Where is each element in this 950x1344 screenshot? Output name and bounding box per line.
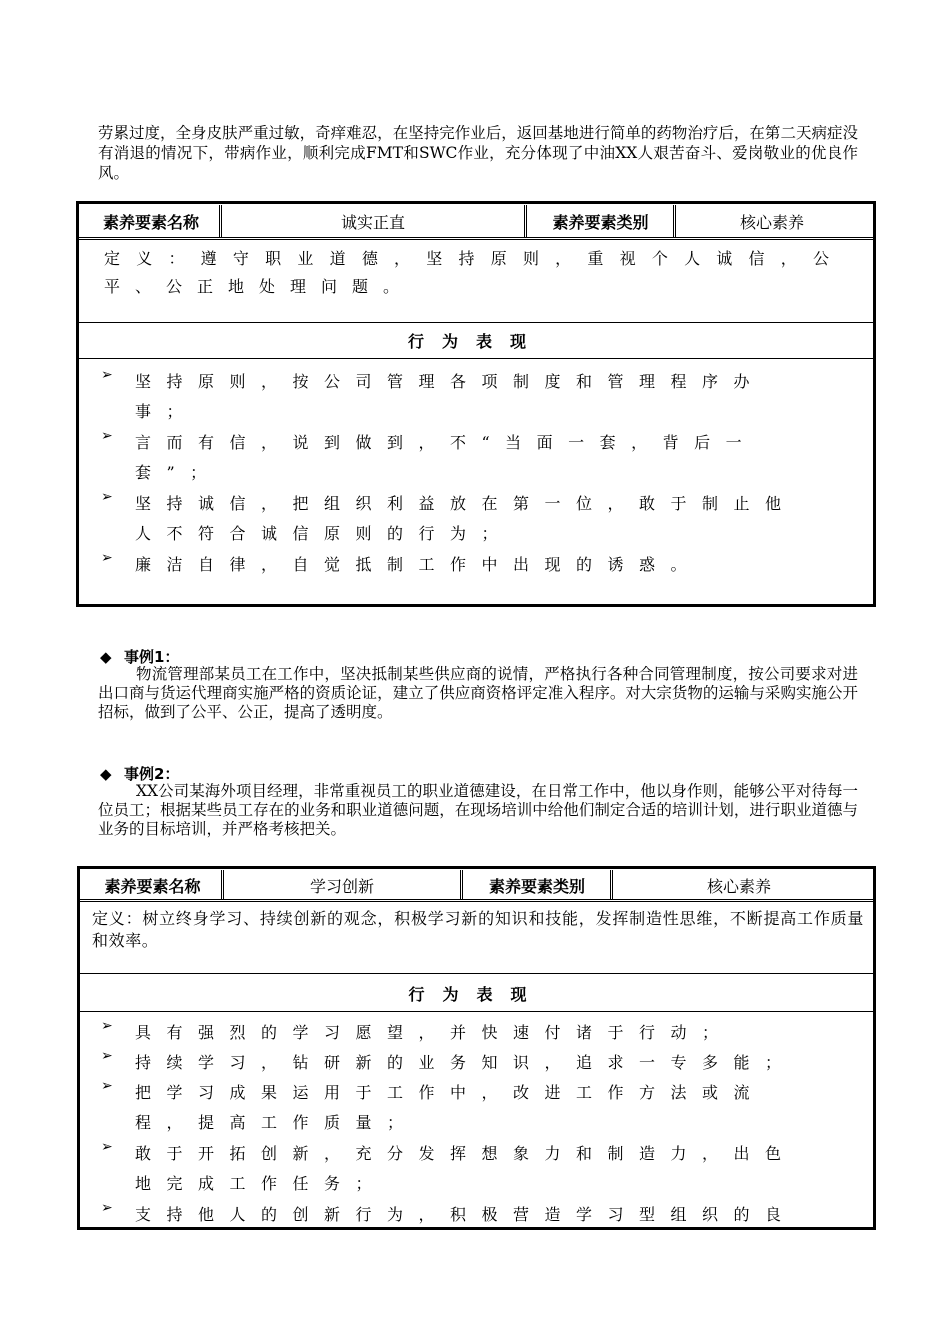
case-1-title: ◆ 事例1： xyxy=(100,648,180,666)
intro-paragraph: 劳累过度，全身皮肤严重过敏，奇痒难忍，在坚持完作业后，返回基地进行简单的药物治疗后，在第二天病症没有消退的情况下，带病作业，顺利完成FMT和SWC作业，充分体现了中油XX人艰苦奋斗、爱岗敬业的优良作风。 xyxy=(98,124,858,182)
element-type-value: 核心素养 xyxy=(739,212,804,232)
bullet-arrow-icon: ➢ xyxy=(101,428,113,444)
element-type-label: 素养要素类别 xyxy=(552,212,649,232)
definition-text: 定义：遵守职业道德，坚持原则，重视个人诚信，公平、公正地处理问题。 xyxy=(104,249,844,296)
bullet-arrow-icon: ➢ xyxy=(101,1048,113,1064)
bullet-arrow-icon: ➢ xyxy=(101,1018,113,1034)
element-name-label: 素养要素名称 xyxy=(102,212,199,232)
bullet-arrow-icon: ➢ xyxy=(101,1200,113,1216)
bullet-arrow-icon: ➢ xyxy=(101,1139,113,1155)
diamond-bullet-icon: ◆ xyxy=(100,765,112,783)
element-type-label: 素养要素类别 xyxy=(488,876,585,896)
case-2-body: XX公司某海外项目经理，非常重视员工的职业道德建设，在日常工作中，他以身作则，能够公平对待每一位员工；根据某些员工存在的业务和职业道德问题，在现场培训中给他们制定合适的培训计划，进行职业道德与业务的目标培训，并严格考核把关。 xyxy=(98,782,858,838)
bullet-arrow-icon: ➢ xyxy=(101,489,113,505)
case-1-body: 物流管理部某员工在工作中，坚决抵制某些供应商的说情，严格执行各种合同管理制度，按公司要求对进出口商与货运代理商实施严格的资质论证，建立了供应商资格评定准入程序。对大宗货物的运输与采购实施公开招标，做到了公平、公正，提高了透明度。 xyxy=(98,665,858,721)
bullet-arrow-icon: ➢ xyxy=(101,367,113,383)
competency-table-integrity: 素养要素名称 诚实正直 素养要素类别 核心素养 定义：遵守职业道德，坚持原则，重视个人诚信，公平、公正地处理问题。 行为表现 ➢ 坚持原则，按公司管理各项制度和管理程序办事； ➢ 言而有信，说到做到，不“当面一套，背后一套”； ➢ 坚持诚信，把组织利益放在第一位，敢于制止他人不符合诚信原则的行为； ➢ 廉洁自律，自觉抵制工作中出现的诱惑。 xyxy=(76,201,876,607)
definition-text: 定义：树立终身学习、持续创新的观念，积极学习新的知识和技能，发挥制造性思维，不断提高工作质量和效率。 xyxy=(92,909,864,950)
competency-table-learning: 素养要素名称 学习创新 素养要素类别 核心素养 定义：树立终身学习、持续创新的观念，积极学习新的知识和技能，发挥制造性思维，不断提高工作质量和效率。 行为表现 ➢ 具有强烈的学习愿望，并快速付诸于行动； ➢ 持续学习，钻研新的业务知识，追求一专多能； ➢ 把学习成果运用于工作中，改进工作方法或流程，提高工作质量； ➢ 敢于开拓创新，充分发挥想象力和制造力，出色地完成工作任务； ➢ 支持他人的创新行为，积极营造学习型组织的良 xyxy=(77,866,876,1230)
element-type-value: 核心素养 xyxy=(706,876,771,896)
case-2-title: ◆ 事例2： xyxy=(100,765,180,783)
diamond-bullet-icon: ◆ xyxy=(100,648,112,666)
element-name-label: 素养要素名称 xyxy=(104,876,201,896)
bullet-arrow-icon: ➢ xyxy=(101,550,113,566)
element-name-value: 诚实正直 xyxy=(340,212,405,232)
element-name-value: 学习创新 xyxy=(309,876,374,896)
behavior-section-title: 行为表现 xyxy=(407,332,544,351)
bullet-arrow-icon: ➢ xyxy=(101,1078,113,1094)
behavior-section-title: 行为表现 xyxy=(408,985,545,1004)
